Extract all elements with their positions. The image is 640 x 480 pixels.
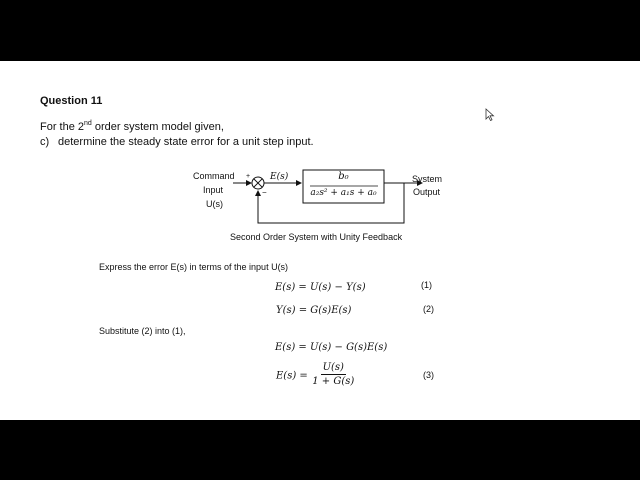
intro-superscript: nd [84,120,92,127]
output-label-2: Output [413,187,441,197]
input-label-3: U(s) [206,199,223,209]
diagram-caption: Second Order System with Unity Feedback [230,232,403,242]
equation-3-number: (3) [423,370,434,380]
equation-3-denominator: 1 + G(s) [312,376,355,387]
equation-substituted: E(s) = U(s) − G(s)E(s) [275,342,388,353]
input-label-1: Command [193,171,235,181]
slide [0,61,640,420]
task-label: c) [40,136,50,148]
equation-3 [276,362,354,387]
input-label-2: Input [203,185,224,195]
equation-3-numerator: U(s) [322,362,344,373]
task-body: determine the steady state error for a unit step input. [58,136,314,148]
substitute-text: Substitute (2) into (1), [99,326,186,336]
equation-1-number: (1) [421,280,432,290]
minus-sign: − [262,188,267,197]
equation-3-lhs: E(s) = [276,370,308,382]
equation-2: Y(s) = G(s)E(s) [276,305,352,316]
mouse-cursor-icon [485,108,497,122]
output-label-1: System [412,174,443,184]
equation-2-number: (2) [423,304,434,314]
error-signal-label: E(s) [270,172,289,182]
intro-text-after: order system model given, [91,121,224,133]
tf-denominator: a₂s² + a₁s + a₀ [310,188,377,198]
plus-sign: + [246,173,251,180]
equation-3-fraction [312,362,354,387]
tf-numerator: b₀ [338,171,349,182]
intro-text-before: For the 2 [40,121,85,133]
equation-1: E(s) = U(s) − Y(s) [275,282,366,293]
question-title: Question 11 [40,95,103,107]
express-text: Express the error E(s) in terms of the input U(s) [99,262,289,272]
